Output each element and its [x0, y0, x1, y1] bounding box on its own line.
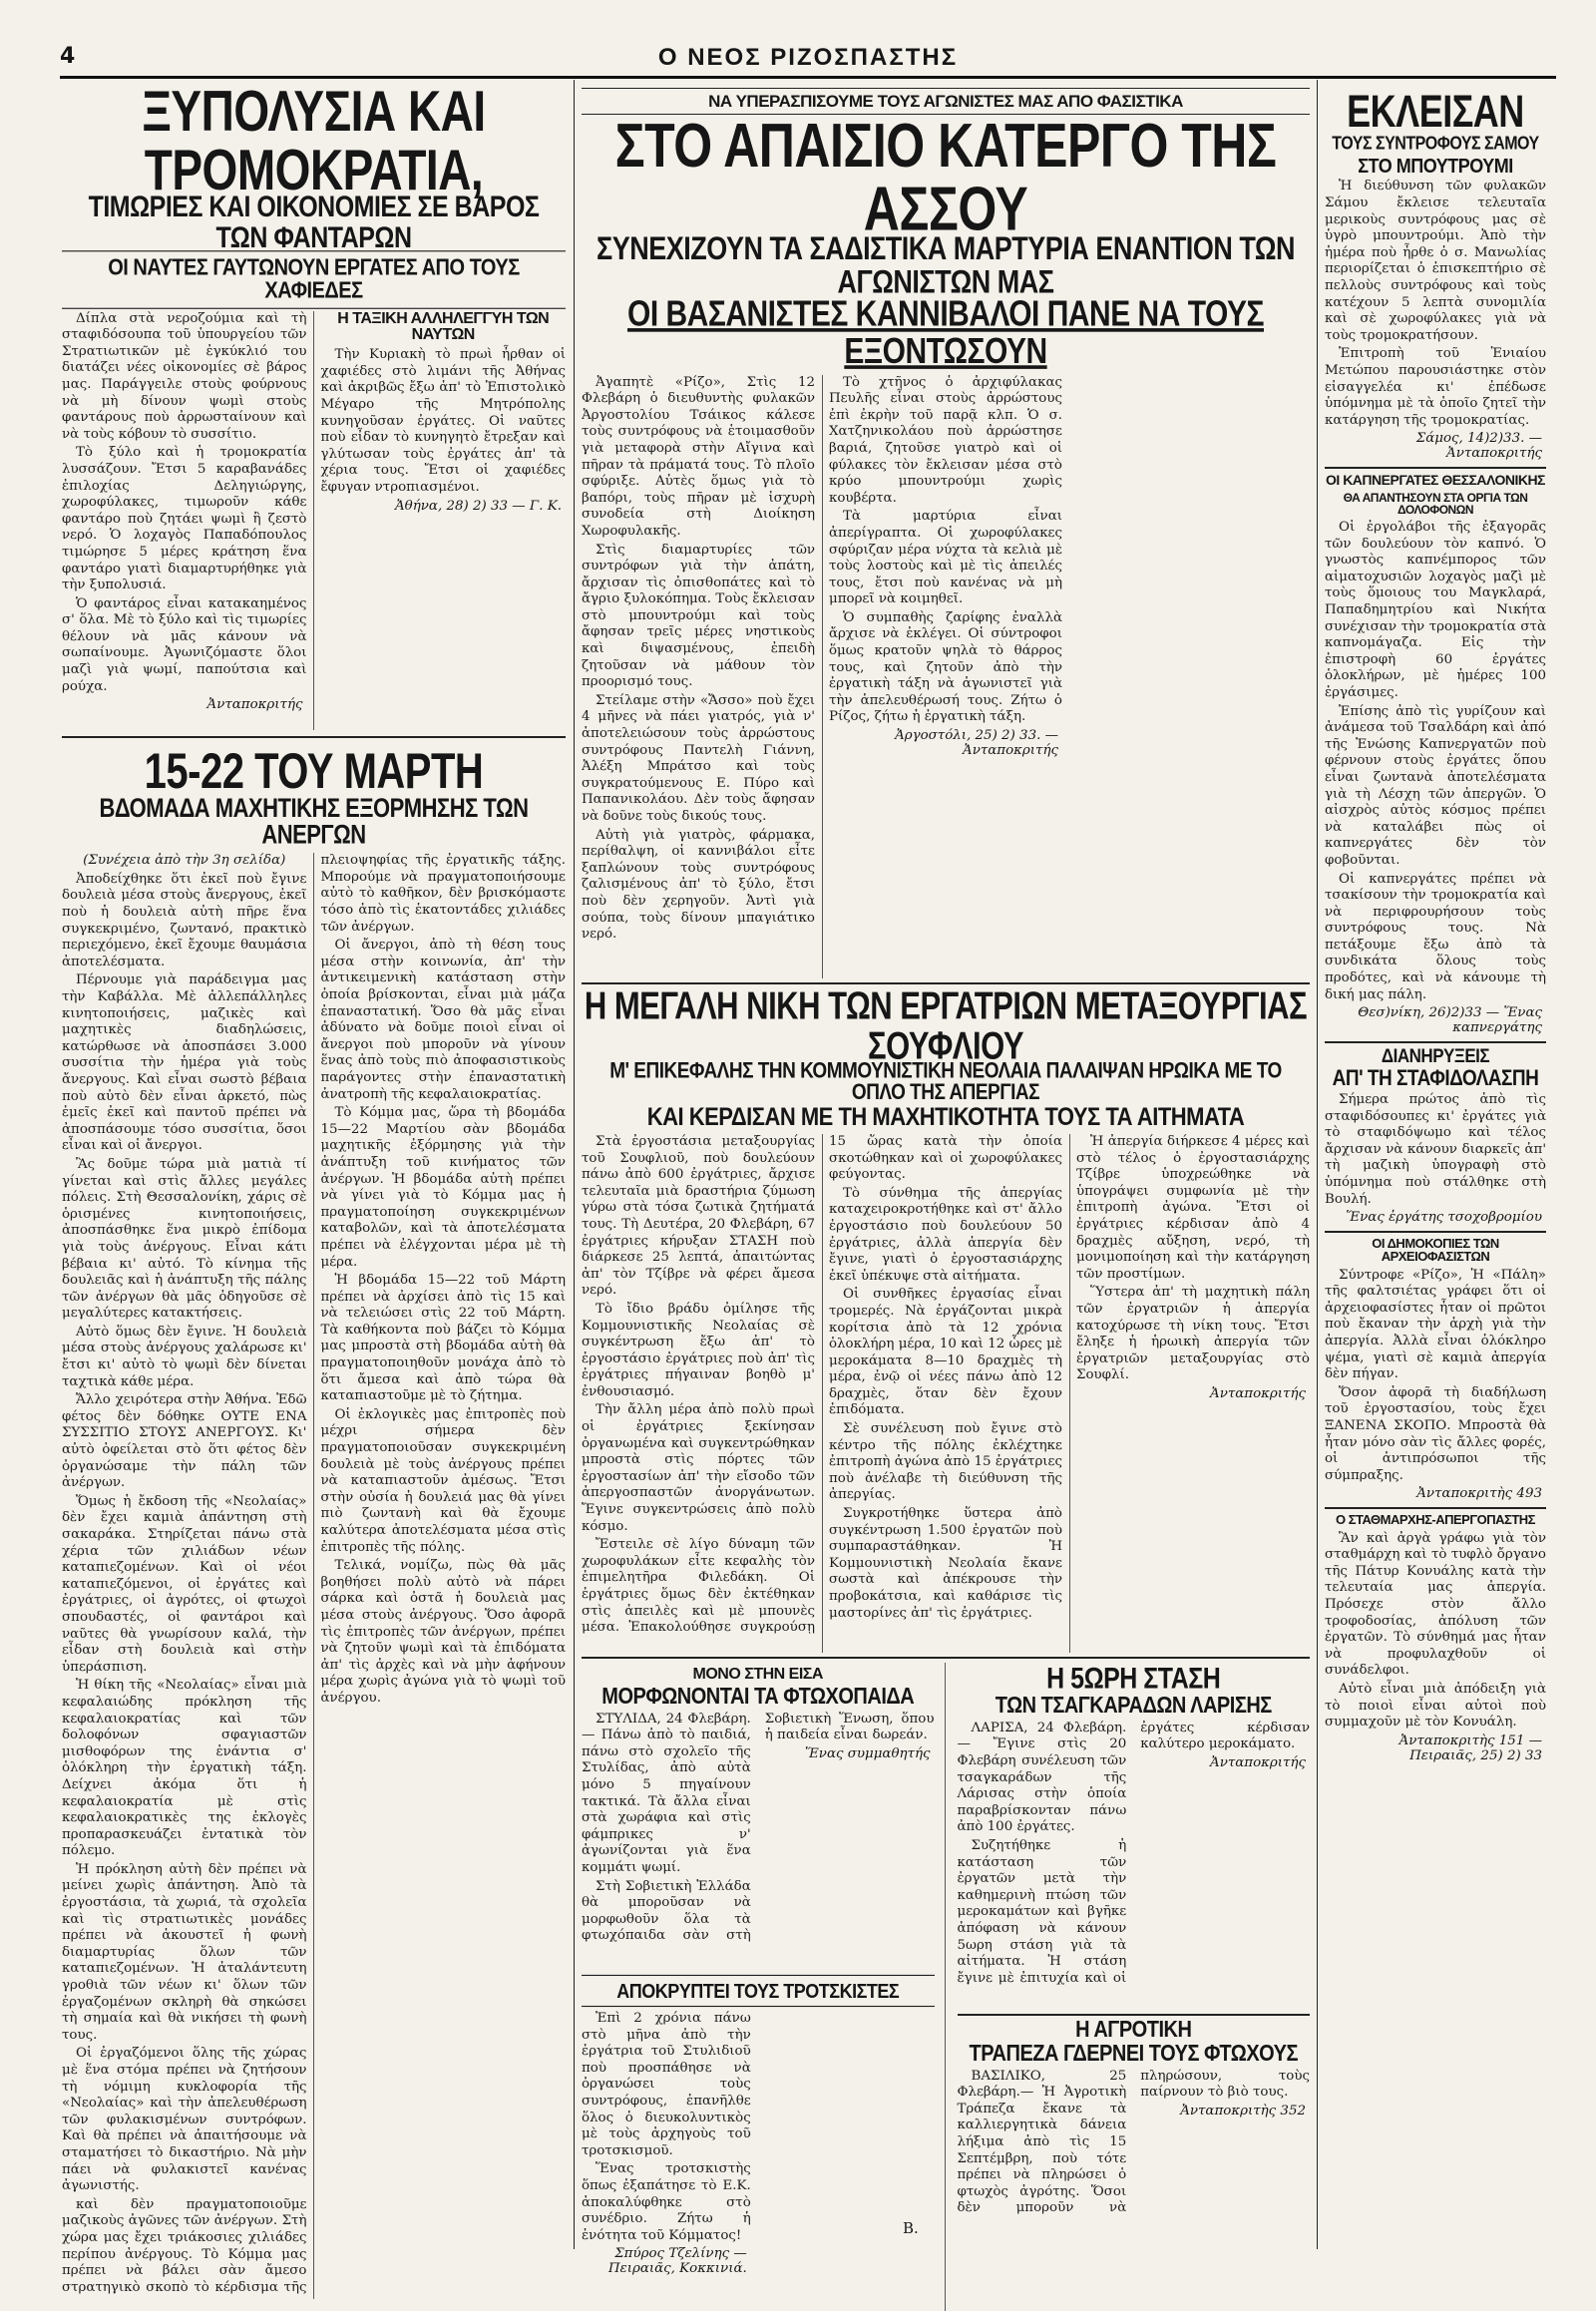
paragraph: Αὐτὸ εἶναι μιὰ ἀπόδειξη γιὰ τὸ ποιοὶ εἶναι αὐτοὶ ποὺ συμμαχοῦν μὲ τὸν Κονυάλη. — [1325, 1681, 1546, 1731]
paragraph: Ἡ διεύθυνση τῶν φυλακῶν Σάμου ἔκλεισε τελευταῖα μερικοὺς συντρόφους μας σὲ ὑγρὸ μπουντρούμι. Ἀπὸ τὴν ἡμέρα ποὺ ἦρθε ὁ σ. Μανωλίας περιορίζεται ὁ ἐπισκεπτήριο σὲ πελλοὺς συντρόφους καὶ τοὺς κατέχουν 5 λεπτὰ συνομιλία καὶ σὲ χωροφύλακες γιὰ νὰ τοὺς τρομοκρατήσουν. — [1325, 179, 1546, 343]
headline-trapeza: ΤΡΑΠΕΖΑ ΓΔΕΡΝΕΙ ΤΟΥΣ ΦΤΩΧΟΥΣ — [969, 2041, 1298, 2067]
headline-assos: ΣΤΟ ΑΠΑΙΣΙΟ ΚΑΤΕΡΓΟ ΤΗΣ ΑΣΣΟΥ — [614, 110, 1277, 244]
right-column — [1325, 82, 1546, 2246]
byline: Ἀνταποκριτὴς 151 — Πειραιᾶς, 25) 2) 33 — [1398, 1733, 1542, 1763]
article-xypolysia — [62, 311, 566, 730]
paragraph: ΣΤΥΛΙΔΑ, 24 Φλεβάρη.— Πάνω ἀπὸ τὸ παιδιά, πάνω στὸ σχολεῖο τῆς Στυλίδας, ἀπὸ αὐτὰ μόνο 5 πηγαίνουν τακτικά. Τὰ ἄλλα εἶναι στὰ χωράφια καὶ στὶς φάμπρικες ν' ἀγωνίζονται γιὰ ἕνα κομμάτι ψωμί. — [582, 1711, 751, 1876]
left-column — [62, 78, 566, 2295]
section-rule — [582, 1657, 1310, 1659]
section-rule — [1325, 467, 1546, 469]
paragraph: Ἂν καὶ ἀργὰ γράφω γιὰ τὸν σταθμάρχη καὶ τὸ τυφλὸ ὄργανο τῆς Πάτυρ Κονυάλης κατὰ τὴν τελευταία μας ἀπεργία. Πρόσεχε στὸν ἄλλο τροφοδοσίας, ἀπόλυση τῶν ἐργατῶν. Τὸ σύνθημά μας ἦταν νὰ προφυλαχθοῦν οἱ συνάδελφοι. — [1325, 1530, 1546, 1679]
headline-5ori-stasi: Η 5ΩΡΗ ΣΤΑΣΗ — [1046, 1662, 1221, 1696]
subhead-martyria: ΣΥΝΕΧΙΖΟΥΝ ΤΑ ΣΑΔΙΣΤΙΚΑ ΜΑΡΤΥΡΙΑ ΕΝΑΝΤΙΟΝ ΤΩΝ ΑΓΩΝΙΣΤΩΝ ΜΑΣ — [597, 230, 1295, 300]
headline-15-22-marti: 15-22 ΤΟΥ ΜΑΡΤΗ — [144, 743, 484, 799]
center-bottom — [582, 1663, 1310, 2311]
subhead-mono-stin-eisa: ΜΟΝΟ ΣΤΗΝ ΕΙΣΑ — [692, 1665, 823, 1683]
paragraph: Σὲ συνέλευση ποὺ ἔγινε στὸ κέντρο τῆς πόλης ἐκλέχτηκε ἐπιτροπὴ ἀγώνα ἀπὸ 15 ἐργάτριες ποὺ ἀνέλαβε τὴ διεύθυνση τῆς ἀπεργίας. — [829, 1421, 1062, 1503]
masthead — [60, 42, 1556, 82]
paragraph: Τὸ σύνθημα τῆς ἀπεργίας καταχειροκροτήθηκε καὶ στ' ἄλλο ἐργοστάσιο ποὺ δουλεύουν 50 ἐργάτριες, ἀλλὰ ἀπεργία δὲν ἔγινε, γιατὶ ὁ ἐργοστασιάρχης ἐκεῖ ὑπέκυψε στὰ αἰτήματα. — [829, 1185, 1062, 1284]
paragraph: Τελικά, νομίζω, πὼς θὰ μᾶς βοηθήσει πολὺ αὐτὸ νὰ πάρει σάρκα καὶ ὀστᾶ ἡ δουλειὰ μας μέσα στοὺς ἀνέργους. Ὅσο ἀφορᾶ τὶς ἐπιτροπὲς τῶν ἀνέργων, πρέπει νὰ ζητοῦν ψωμὶ καὶ τὰ ἐπιδόματα ἀπ' τὶς ἀρχὲς καὶ νὰ μὴν ἀφήνουν μέρα χωρὶς ἀγώνα γιὰ τὸ ψωμὶ τοῦ ἀνέργου. — [320, 1558, 566, 1706]
subhead-kerdisan: ΚΑΙ ΚΕΡΔΙΣΑΝ ΜΕ ΤΗ ΜΑΧΗΤΙΚΟΤΗΤΑ ΤΟΥΣ ΤΑ ΑΙΤΗΜΑΤΑ — [646, 1101, 1245, 1131]
article-trapeza — [958, 2069, 1311, 2238]
headline-stathmarchis: Ο ΣΤΑΘΜΑΡΧΗΣ-ΑΠΕΡΓΟΠΑΣΤΗΣ — [1336, 1512, 1535, 1528]
byline: Ἕνας συμμαθητής — [804, 1745, 931, 1761]
subhead-neolaia: Μ' ΕΠΙΚΕΦΑΛΗΣ ΤΗΝ ΚΟΜΜΟΥΝΙΣΤΙΚΗ ΝΕΟΛΑΙΑ ΠΑΛΑΙΨΑΝ ΗΡΩΙΚΑ ΜΕ ΤΟ ΟΠΛΟ ΤΗΣ ΑΠΕΡΓΙΑΣ — [609, 1058, 1282, 1106]
headline-dimokopies: ΟΙ ΔΗΜΟΚΟΠΙΕΣ ΤΩΝ ΑΡΧΕΙΟΦΑΣΙΣΤΩΝ — [1372, 1236, 1499, 1265]
paragraph: ΛΑΡΙΣΑ, 24 Φλεβάρη.— Ἔγινε στὶς 20 Φλεβάρη συνέλευση τῶν τσαγκαράδων τῆς Λάρισας στὴν ὁποία παραβρίσκονταν πάνω ἀπὸ 100 ἐργάτες. — [957, 1720, 1127, 1835]
paragraph: Συγκροτήθηκε ὕστερα ἀπὸ συγκέντρωση 1.500 ἐργατῶν ποὺ συμπαραστάθηκαν. Ἡ Κομμουνιστικὴ Νεολαία ἔκανε σωστὰ καὶ ἀπέκρουσε τὴν προβοκάτσια, καὶ καθάρισε τὶς μαστορίνες ἀπ' τὶς ἐργάτριες. — [829, 1506, 1062, 1621]
subhead-naftes: ΟΙ ΝΑΥΤΕΣ ΓΑΥΤΩΝΟΥΝ ΕΡΓΑΤΕΣ ΑΠΟ ΤΟΥΣ ΧΑΦΙΕΔΕΣ — [62, 250, 566, 308]
paragraph: Τὴν Κυριακὴ τὸ πρωὶ ἦρθαν οἱ χαφιέδες στὸ λιμάνι τῆς Ἀθήνας καὶ ἀκριβῶς ἔξω ἀπ' τὸ Ἐπιστολικὸ Μέγαρο τῆς Μητρόπολης κυνηγοῦσαν ἐργάτες. Οἱ ναῦτες ποὺ εἶδαν τὸ κυνηγητὸ ἔτρεξαν καὶ γλύτωσαν τοὺς ἐργάτες ἀπ' τὰ χέρια τους. Ἔτσι οἱ χαφιέδες ἔφυγαν ντροπιασμένοι. — [320, 347, 566, 495]
paragraph: Τὸ χτῆνος ὁ ἀρχιφύλακας Πευλῆς εἶναι στοὺς ἀρρώστους ἐπὶ ἐκρὴν τοῦ παρᾷ κλπ. Ὁ σ. Χατζηνικολάου ποὺ ἀρρώστησε βαριά, ζητοῦσε γιατρὸ καὶ οἱ φύλακες τὸν ἔκλεισαν μέσα στὸ κρύο μπουντρούμι χωρὶς κουβέρτα. — [829, 374, 1062, 506]
paragraph: Ἡ θίκη τῆς «Νεολαίας» εἶναι μιὰ κεφαλαιώδης πρόκληση τῆς κεφαλαιοκρατίας καὶ τῶν δολοφόνων σφαγιαστῶν μισθοφόρων της ἐνάντια σ' ὁλόκληρη τὴν ἐργατικὴ τάξη. Δείχνει ἀκόμα ὅτι ἡ κεφαλαιοκρατία μὲ στὶς κεφαλαιοκρατικὲς της ἐκλογὲς προπαρασκευάζει ἐντατικὰ τὸν πόλεμο. — [62, 1678, 307, 1859]
paragraph: Ἕνας τροτσκιστὴς ὅπως ἐξαπάτησε τὸ Ε.Κ. ἀποκαλύφθηκε στὸ συνέδριο. Ζήτω ἡ ἑνότητα τοῦ Κόμματος! — [582, 2161, 751, 2243]
byline: Ἀθήνα, 28) 2) 33 — Γ. Κ. — [395, 498, 562, 514]
paragraph: Στὴ Σοβιετικὴ Ἑλλάδα θὰ μποροῦσαν νὰ μορφωθοῦν ὅλα τὰ φτωχόπαιδα σὰν στὴ Σοβιετικὴ Ἕνωση, ὅπου ἡ παιδεία εἶναι δωρεάν. — [582, 1711, 935, 1944]
bottom-left-block — [582, 1663, 946, 2311]
section-rule — [1325, 1041, 1546, 1043]
paragraph: Ὁ φαντάρος εἶναι κατακαημένος σ' ὅλα. Μὲ τὸ ξύλο καὶ τὶς τιμωρίες θέλουν νὰ μᾶς κάνουν νὰ σωπαίνουμε. Ἀγωνιζόμαστε ὅλοι μαζὶ γιὰ ψωμί, παπούτσια καὶ ρούχα. — [62, 595, 307, 694]
paragraph: Ἀγαπητὲ «Ρίζο», Στὶς 12 Φλεβάρη ὁ διευθυντὴς φυλακῶν Ἀργοστολίου Τσάικος κάλεσε τοὺς συντρόφους νὰ ἑτοιμασθοῦν γιὰ μεταφορὰ στὴν Αἴγινα καὶ πῆραν τὰ πράματά τους. Τὸ πλοῖο σφύριξε. Αὐτὲς ὅμως γιὰ τὸ βαπόρι, τοὺς πῆραν μὲ ἰσχυρὴ συνοδεία στὴ Διοίκηση Χωροφυλακῆς. — [582, 374, 815, 539]
section-rule — [62, 736, 566, 738]
byline: Ἀνταποκριτής — [1210, 1755, 1306, 1771]
headline-soufli: Η ΜΕΓΑΛΗ ΝΙΚΗ ΤΩΝ ΕΡΓΑΤΡΙΩΝ ΜΕΤΑΞΟΥΡΓΙΑΣ ΣΟΥΦΛΙΟΥ — [584, 983, 1308, 1067]
byline: Σάμος, 14)2)33. — Ἀνταποκριτής — [1415, 431, 1542, 462]
paragraph: Ὁ συμπαθὴς ζαρίφης ἐναλλὰ ἄρχισε νὰ ἐκλέγει. Οἱ σύντροφοι ὅμως κρατοῦν ψηλὰ τὸ θάρρος τους, καὶ ζητοῦν ἀπὸ τὴν ἐργατικὴ τάξη νὰ ἀγωνιστεῖ γιὰ τὴν ἀπελευθέρωσή τους. Ζήτω ὁ Ρίζος, ζήτω ἡ ἐργατικὴ τάξη. — [829, 609, 1062, 725]
paragraph: Σύντροφε «Ρίζο», Ἡ «Πάλη» τῆς φαλτσιέτας γράφει ὅτι οἱ ἀρχειοφασίστες ἦταν οἱ πρῶτοι ποὺ ἔκαναν τὴν ἀρχὴ γιὰ τὴν ἀπεργία. Ἀλλὰ εἶναι ὁλόκληρο ψέμα, γιατὶ σὲ καμιὰ ἀπεργία δὲν πήγαν. — [1325, 1267, 1546, 1382]
section-rule — [958, 2014, 1311, 2016]
subhead-stafidolaspi: ΑΠ' ΤΗ ΣΤΑΦΙΔΟΛΑΣΠΗ — [1332, 1065, 1539, 1091]
paragraph: Ἂς δοῦμε τώρα μιὰ ματιὰ τί γίνεται καὶ στὶς ἄλλες μεγάλες πόλεις. Στὴ Θεσσαλονίκη, χάρις σὲ ὁρισμένες κινητοποιήσεις, ἀποσπάσθηκε ἕνα μικρὸ ἐπίδομα γιὰ τοὺς ἀνέργους. Εἶναι κάτι βέβαια κι' αὐτό. Τὸ κίνημα τῆς δουλειᾶς καὶ ἡ ἀνάπτυξη τῆς πάλης τῶν ἀνέργων θὰ μᾶς ὁδηγοῦσε σὲ μεγαλύτερες κατακτήσεις. — [62, 1156, 307, 1322]
headline-ekleisan: ΕΚΛΕΙΣΑΝ — [1347, 85, 1524, 137]
paragraph: Ὅσον ἀφορᾶ τὴ διαδήλωση τοῦ ἐργοστασίου, τοὺς ἔχει ΞΑΝΕΝΑ ΣΚΟΠΟ. Μπροστὰ θὰ ἦταν μόνο σὰν τὶς ἄλλες φορές, οἱ ἀντιπρόσωποι τῆς σύμπραξης. — [1325, 1384, 1546, 1483]
continuation-note: (Συνέχεια ἀπὸ τὴν 3η σελίδα) — [83, 853, 286, 869]
paragraph: Στὰ ἐργοστάσια μεταξουργίας τοῦ Σουφλιοῦ, ποὺ δουλεύουν πάνω ἀπὸ 600 ἐργάτριες, ἄρχισε τελευταῖα μιὰ δραστήρια ζύμωση γύρω στὰ τόσα ζωτικὰ ζητήματά τους. Τὴ Δευτέρα, 20 Φλεβάρη, 67 ἐργάτριες κήρυξαν ΣΤΑΣΗ ποὺ διάρκεσε 25 λεπτά, ἀπαιτώντας ἀπ' τὸν Τζίβρε νὰ φέρει ἄμεσα νερό. — [582, 1133, 815, 1299]
paragraph: καὶ δὲν πραγματοποιοῦμε μαζικοὺς ἀγῶνες τῶν ἀνέργων. Στὴ χώρα μας ἔχει τριάκοσιες χιλιάδες περίπου ἀνέργους. Τὸ Κόμμα μας πρέπει νὰ βάλει σὰν ἄμεσο στρατηγικὸ σκοπὸ τὸ κέρδισμα τῆς πλειοψηφίας τῆς ἐργατικῆς τάξης. Μπορούμε νὰ πραγματοποιήσουμε αὐτὸ τὸ καθῆκον, δὲν βρισκόμαστε τόσο ἀπὸ τὶς ἑκατοντάδες χιλιάδες τῶν ἀνέργων. — [62, 853, 566, 2295]
paragraph: Ὅμως ἡ ἔκδοση τῆς «Νεολαίας» δὲν ἔχει καμιὰ ἀπάντηση στὴ σακαράκα. Στηρίζεται πάνω στὰ χέρια τῶν χιλιάδων νέων καταπιεζομένων. Καὶ οἱ νέοι καταπιεζόμενοι, οἱ ἐργάτες καὶ ἐργάτριες, οἱ ἀγρότες, οἱ φτωχοὶ σπουδαστές, οἱ φαντάροι καὶ ναῦτες θὰ γνωρίσουν καλά, τὴν εἶδαν στὴ δουλειὰ καὶ στὴν ὑπεράσπιση. — [62, 1493, 307, 1675]
subhead-tsagkaradon: ΤΩΝ ΤΣΑΓΚΑΡΑΔΩΝ ΛΑΡΙΣΗΣ — [995, 1693, 1272, 1720]
byline: Ἀνταποκριτὴς 352 — [1180, 2103, 1306, 2118]
column-rule-right — [1317, 80, 1318, 2249]
byline: Ἀργοστόλι, 25) 2) 33. — Ἀνταποκριτής — [895, 728, 1058, 759]
headline-morfononte: ΜΟΡΦΩΝΟΝΤΑΙ ΤΑ ΦΤΩΧΟΠΑΙΔΑ — [601, 1684, 915, 1710]
column-rule-left — [574, 80, 575, 2249]
byline: Ἀνταποκριτής — [1210, 1385, 1306, 1401]
paragraph: Τὴν ἄλλη μέρα ἀπὸ πολὺ πρωὶ οἱ ἐργάτριες ξεκίνησαν ὀργανωμένα καὶ συγκεντρώθηκαν μπροστὰ στὶς πόρτες τῶν ἐργοστασίων ἀπ' τὴν εἴσοδο τῶν ἀπεργοσπαστῶν ἀνοργάνωτων. Ἔγινε συγκεντρώσεις ἀπὸ πολὺ κόσμο. — [582, 1402, 815, 1534]
paragraph: Σήμερα πρώτος ἀπὸ τὶς σταφιδόσουπες κι' ἐργάτες γιὰ τὸ σταφιδόψωμο καὶ τέλος ἄρχισαν νὰ κάνουν διαρκεῖς ἀπ' τὴ μαζικὴ ὑπογραφὴ στὸ ὑπόμνημα ποὺ στάλθηκε στὴ Βουλή. — [1325, 1091, 1546, 1207]
article-larisa — [958, 1721, 1311, 2010]
center-column — [582, 82, 1310, 2277]
headline-dianyrixeis: ΔΙΑΝΗΡΥΞΕΙΣ — [1381, 1044, 1490, 1067]
paragraph: Ἐπιτροπὴ τοῦ Ἐνιαίου Μετώπου παρουσιάστηκε στὸν εἰσαγγελέα κι' ἐπέδωσε ὑπόμνημα μὲ τὰ ὁποῖο ζητεῖ τὴν κατάργηση τῆς τρομοκρατίας. — [1325, 346, 1546, 428]
paragraph: Στείλαμε στὴν «Ἄσσο» ποὺ ἔχει 4 μῆνες νὰ πάει γιατρός, γιὰ ν' ἀποτελειώσουν τοὺς ἀρρώστους συντρόφους Παντελὴ Γιάννη, Ἀλέξη Μπράτσο καὶ τοὺς συγκρατούμενους Ε. Πύρο καὶ Παπανικολάου. Δὲν τοὺς ἄφησαν νὰ δοῦνε τοὺς δικούς τους. — [582, 692, 815, 825]
subhead-orgia: ΘΑ ΑΠΑΝΤΗΣΟΥΝ ΣΤΑ ΟΡΓΙΑ ΤΩΝ ΔΟΛΟΦΟΝΩΝ — [1343, 490, 1528, 517]
section-rule — [1325, 1231, 1546, 1233]
headline-trotskistes: ΑΠΟΚΡΥΠΤΕΙ ΤΟΥΣ ΤΡΟΤΣΚΙΣΤΕΣ — [582, 1975, 935, 2008]
byline: Ἀνταποκριτὴς 493 — [1416, 1486, 1542, 1502]
subhead-taxiki: Η ΤΑΞΙΚΗ ΑΛΛΗΛΕΓΓΥΗ ΤΩΝ ΝΑΥΤΩΝ — [337, 309, 550, 343]
bottom-right-block — [958, 1663, 1311, 2311]
paragraph: Ἐπὶ 2 χρόνια πάνω στὸ μῆνα ἀπὸ τὴν ἐργάτρια τοῦ Στυλιδιοῦ ποὺ προσπάθησε νὰ ὀργανώσει τοὺς συντρόφους, ἐπανῆλθε ὅλος ὁ διευκολυντικὸς μὲ τοὺς ἀρχηγοὺς τοῦ τροτσκισμοῦ. — [582, 2011, 751, 2158]
paragraph: Ὕστερα ἀπ' τὴ μαχητικὴ πάλη τῶν ἐργατριῶν ἡ ἀπεργία κατοχύρωσε τὴ νίκη τους. Ἔτσι ἔληξε ἡ ἡρωικὴ ἀπεργία τῶν ἐργατριῶν μεταξουργίας στὸ Σουφλί. — [1076, 1285, 1310, 1383]
paragraph: Ἡ πρόκληση αὐτὴ δὲν πρέπει νὰ μείνει χωρὶς ἀπάντηση. Ἀπὸ τὰ ἐργοστάσια, τὰ χωριά, τὰ σχολεῖα καὶ τὶς στρατιωτικὲς μονάδες πρέπει νὰ ἀκουστεῖ ἡ φωνὴ διαμαρτυρίας ὅλων τῶν καταπιεζομένων. Ἡ ἀταλάντευτη γροθιὰ τῶν νέων κι' ὅλων τῶν ἐργαζομένων σκληρὴ θὰ σηκώσει τὴ σημαία καὶ θὰ νικήσει τὴ φωνὴ τους. — [62, 1861, 307, 2043]
paragraph: Αὐτὸ ὅμως δὲν ἔγινε. Ἡ δουλειὰ μέσα στοὺς ἀνέργους χαλάρωσε κι' ἔτσι κι' αὐτὸ τὸ ψωμὶ δὲν δίνεται ταχτικὰ κάθε μέρα. — [62, 1324, 307, 1389]
paragraph: Οἱ καπνεργάτες πρέπει νὰ τσακίσουν τὴν τρομοκρατία καὶ νὰ περιφρουρήσουν τοὺς συντρόφους τους. Νὰ πετάξουμε ἔξω ἀπὸ τὰ συνδικάτα ὅλους τοὺς προδότες, καὶ νὰ κάνουμε τὴ δική μας πάλη. — [1325, 871, 1546, 1002]
subhead-syntrofous-samou: ΤΟΥΣ ΣΥΝΤΡΟΦΟΥΣ ΣΑΜΟΥ — [1332, 134, 1539, 154]
article-vdomada — [62, 853, 566, 2299]
subhead-timories: ΤΙΜΩΡΙΕΣ ΚΑΙ ΟΙΚΟΝΟΜΙΕΣ ΣΕ ΒΑΡΟΣ ΤΩΝ ΦΑΝΤΑΡΩΝ — [88, 190, 540, 254]
paragraph: Οἱ ἄνεργοι, ἀπὸ τὴ θέση τους μέσα στὴν κοινωνία, ἀπ' τὴν ἀντικειμενικὴ κατάσταση στὴν ὁποία βρίσκονται, εἶναι μιὰ μάζα ἐπαναστατική. Ὅσο θὰ μᾶς εἶναι ἀδύνατο νὰ δοῦμε ποιοὶ εἶναι οἱ ἄνεργοι ποὺ μποροῦν νὰ γίνουν ἕνας ἀπὸ τοὺς πιὸ ἀποφασιστικοὺς παράγοντες στὴν ἐπαναστατικὴ ἀνατροπὴ τῆς κεφαλαιοκρατίας. — [320, 938, 566, 1102]
paragraph: Δίπλα στὰ νεροζούμια καὶ τὴ σταφιδόσουπα τοῦ ὑπουργείου τῶν Στρατιωτικῶν μὲ ἐγκύκλιό του διατάζει νέες οἰκονομίες σὲ βάρος μας. Παράγγειλε στοὺς φούρνους νὰ μὴ δίνουν ψωμὶ στοὺς φαντάρους ποὺ ἀρρωσταίνουν καὶ νὰ τοὺς κόβουν τὸ συσσίτιο. — [62, 310, 307, 442]
subhead-vasanistes: ΟΙ ΒΑΣΑΝΙΣΤΕΣ ΚΑΝΝΙΒΑΛΟΙ ΠΑΝΕ ΝΑ ΤΟΥΣ ΕΞΟΝΤΩΣΟΥΝ — [626, 294, 1264, 372]
byline: Ἀνταποκριτής — [206, 697, 303, 713]
paragraph: Οἱ ἐκλογικὲς μας ἐπιτροπὲς ποὺ μέχρι σήμερα δὲν πραγματοποιοῦσαν συγκεκριμένη δουλειὰ μὲ τοὺς ἀνέργους πρέπει νὰ καταπιαστοῦν ἀμέσως. Ἔτσι στὴν οὐσία ἡ δουλειά μας θὰ γίνει πιὸ ζωντανὴ καὶ θὰ ἔχουμε καλύτερα ἀποτελέσματα μέσα στὶς ἐπιτροπὲς τῆς πόλης. — [320, 1406, 566, 1555]
byline: Ἕνας ἐργάτης τσοχοβρομίου — [1346, 1210, 1542, 1226]
paragraph: Στὶς διαμαρτυρίες τῶν συντρόφων γιὰ τὴν ἀπάτη, ἄρχισαν τὶς ὀπισθοπάτες καὶ τὸ ἄγριο ξυλοκόπημα. Τοὺς ἔκλεισαν στὸ μπουντρούμι καὶ τοὺς ἄφησαν τρεῖς μέρες νηστικοὺς καὶ διψασμένους, ἐπειδὴ ζητοῦσαν νὰ μάθουν τὸν προορισμό τους. — [582, 542, 815, 690]
footer-mark: Β. — [903, 2219, 919, 2237]
paragraph: Οἱ συνθῆκες ἐργασίας εἶναι τρομερές. Νὰ ἐργάζονται μικρὰ κορίτσια ἀπὸ τὰ 12 χρόνια ὁλοκλήρη μέρα, 10 καὶ 12 ὧρες μὲ μεροκάματα 8—10 δραχμὲς τὴ μέρα, ἐνῷ οἱ νέες πάνω ἀπὸ 12 δραχμὲς, ὅταν δὲν ἔχουν ἐπιδόματα. — [829, 1287, 1062, 1418]
paragraph: Οἱ ἐργολάβοι τῆς ἐξαγορᾶς τῶν δουλεύουν τὸν καπνό. Ὁ γνωστὸς καπνέμπορος τῶν αἱματοχυσιῶν λοχαγὸς μαζὶ μὲ τοὺς ὅμοιους του Μαγκλαρά, Παπαδημητρίου καὶ Νικήτα συνέχισαν τὴν τρομοκρατία στὰ καπνομάγαζα. Εἰς τὴν ἐπιστροφὴ 60 ἐργάτες ὁλοκλήρων, μὲ ἡμέρες 100 ἐργάσιμες. — [1325, 520, 1546, 700]
paragraph: Πέρνουμε γιὰ παράδειγμα μας τὴν Καβάλλα. Μὲ ἀλλεπάλληλες κινητοποιήσεις, μαζικὲς καὶ μαχητικὲς διαδηλώσεις, κατώρθωσε νὰ ἀποσπάσει 3.000 συσσίτια τὴν ἡμέρα γιὰ τοὺς ἄνεργους. Καὶ εἶναι σωστὸ βέβαια ποὺ αὐτὸ δὲν εἶναι ἀρκετό, πὼς ἐμεῖς ἐκεῖ καὶ παντοῦ πρέπει νὰ ἀποσπάσουμε τόσο συσσίτια, ὅσοι εἶναι καὶ οἱ ἄνεργοι. — [62, 972, 307, 1154]
paragraph: Ἐπίσης ἀπὸ τὶς γυρίζουν καὶ ἀνάμεσα τοῦ Τσαλδάρη καὶ ἀπό τῆς Ἑνώσης Καπνεργατῶν ποὺ φέρνουν στοὺς ἐργάτες ὅπου εἶναι ζωντανὰ ἀποτελέσματα γιὰ τὴ Λέσχη τῶν ἀπεργῶν. Ὁ αἰσχρὸς αὐτὸς κόσμος πρέπει νὰ καταλάβει πὼς οἱ καπνεργάτες δὲν τὸν φοβοῦνται. — [1325, 703, 1546, 868]
newspaper-title: Ο ΝΕΟΣ ΡΙΖΟΣΠΑΣΤΗΣ — [657, 44, 959, 71]
article-trotskistes — [582, 2011, 935, 2310]
paragraph: Ἡ βδομάδα 15—22 τοῦ Μάρτη πρέπει νὰ ἀρχίσει ἀπὸ τὶς 15 καὶ νὰ τελειώσει στὶς 22 τοῦ Μάρτη. Τὰ καθήκοντα ποὺ βάζει τὸ Κόμμα μας μπροστὰ στὴ βδομάδα αὐτὴ θὰ πραγματοποιηθοῦν μονάχα ἀπὸ τὸ ὅτι ἄμεσα καὶ ἀπὸ τώρα θὰ καταπιαστοῦμε μὲ τὸ ζήτημα. — [320, 1273, 566, 1404]
paragraph: Τὸ Κόμμα μας, ὥρα τὴ βδομάδα 15—22 Μαρτίου σὰν βδομάδα μαχητικῆς ἐξόρμησης γιὰ τὴν ἀνάπτυξη τοῦ κινήματος τῶν ἀνέργων. Ἡ βδομάδα αὐτὴ πρέπει νὰ γίνει γιὰ τὸ Κόμμα μας ἡ πραγματοποίηση συγκεκριμένων καταβολῶν, καὶ τὰ ἀποτελέσματα πρέπει νὰ ἐλέγχονται μέρα μὲ τὴ μέρα. — [320, 1105, 566, 1270]
paragraph: Ἄλλο χειρότερα στὴν Ἀθήνα. Ἐδῶ φέτος δὲν δόθηκε ΟΥΤΕ ΕΝΑ ΣΥΣΣΙΤΙΟ ΣΤΟΥΣ ΑΝΕΡΓΟΥΣ. Κι' αὐτὸ ὀφείλεται στὸ ὅτι φέτος δὲν ὀργανώσαμε τὴν πάλη τῶν ἀνέργων. — [62, 1392, 307, 1491]
subhead-mpoutroumi: ΣΤΟ ΜΠΟΥΤΡΟΥΜΙ — [1358, 154, 1513, 178]
article-fyllada — [582, 1712, 935, 1971]
paragraph: Οἱ ἐργαζόμενοι ὅλης τῆς χώρας μὲ ἕνα στόμα πρέπει νὰ ζητήσουν τὴ νόμιμη κυκλοφορία τῆς «Νεολαίας» καὶ τὴν ἀπελευθέρωση τῶν φυλακισμένων συντρόφων. Καὶ θὰ πρέπει νὰ ἀπαιτήσουμε νὰ σταματήσει τὸ δικαστήριο. Νὰ μὴν πάει νὰ φυλακιστεῖ κανένας ἀγωνιστής. — [62, 2046, 307, 2194]
paragraph: Συζητήθηκε ἡ κατάσταση τῶν ἐργατῶν μετὰ τὴν καθημερινὴ πτώση τῶν μεροκαμάτων καὶ βγῆκε ἀπόφαση νὰ κάνουν 5ωρη στάση γιὰ τὰ αἰτήματα. Ἡ στάση ἔγινε μὲ ἐπιτυχία καὶ οἱ ἐργάτες κέρδισαν καλύτερο μεροκάματο. — [957, 1720, 1310, 1986]
paragraph: Τὸ ἴδιο βράδυ ὀμίλησε τῆς Κομμουνιστικῆς Νεολαίας σὲ συγκέντρωση ἔξω ἀπ' τὸ ἐργοστάσιο ἐργάτριες ποὺ ἀπ' τὶς ἐργάτριες πήγαιναν βοηθὸ μ' ἐνθουσιασμό. — [582, 1301, 815, 1399]
headline-xypolysia: ΞΥΠΟΛΥΣΙΑ ΚΑΙ ΤΡΟΜΟΚΡΑΤΙΑ, — [142, 78, 486, 202]
page-number: 4 — [60, 44, 76, 69]
paragraph: ΒΑΣΙΛΙΚΟ, 25 Φλεβάρη.— Ἡ Ἀγροτικὴ Τράπεζα ἔκανε τὰ καλλιεργητικὰ δάνεια λήξιμα ἀπὸ τὶς 15 Σεπτέμβρη, ποὺ τότε πρέπει νὰ πληρώσει ὁ φτωχὸς ἀγρότης. Ὅσοι δὲν μποροῦν νὰ πληρώσουν, τοὺς παίρνουν τὸ βιὸ τους. — [957, 2068, 1310, 2216]
byline: Θεσ)νίκη, 26)2)33 — Ἕνας καπνεργάτης — [1358, 1005, 1542, 1036]
article-soufli — [582, 1134, 1310, 1653]
headline-kapnergates: ΟΙ ΚΑΠΝΕΡΓΑΤΕΣ ΘΕΣΣΑΛΟΝΙΚΗΣ — [1326, 472, 1545, 489]
paragraph: Ἀποδείχθηκε ὅτι ἐκεῖ ποὺ ἔγινε δουλειὰ μέσα στοὺς ἄνεργους, ἐκεῖ ποὺ ἡ δουλειὰ αὐτὴ πῆρε ἕνα συγκεκριμένο, ζωντανό, πρακτικὸ περιεχόμενο, ἐκεῖ ἔχουμε θαυμάσια ἀποτελέσματα. — [62, 871, 307, 969]
subhead-vdomada: ΒΔΟΜΑΔΑ ΜΑΧΗΤΙΚΗΣ ΕΞΟΡΜΗΣΗΣ ΤΩΝ ΑΝΕΡΓΩΝ — [99, 793, 529, 851]
paragraph: Ἡ ἀπεργία διήρκεσε 4 μέρες καὶ στὸ τέλος ὁ ἐργοστασιάρχης Τζίβρε ὑποχρεώθηκε νὰ ὑπογράψει συμφωνία μὲ τὴν ἐπιτροπὴ ἀγώνα. Ἔτσι οἱ ἐργάτριες κέρδισαν ἀπὸ 4 δραχμὲς αὔξηση, νερό, τὴ μονιμοποίηση καὶ τὴν κατάργηση τῶν προστίμων. — [1076, 1133, 1310, 1282]
kicker-yperaspisi: ΝΑ ΥΠΕΡΑΣΠΙΣΟΥΜΕ ΤΟΥΣ ΑΓΩΝΙΣΤΕΣ ΜΑΣ ΑΠΟ ΦΑΣΙΣΤΙΚΑ — [582, 88, 1310, 115]
paragraph: Ἔστειλε σὲ λίγο δύναμη τῶν χωροφυλάκων εἶτε κεφαλὴς τὸν ἐπιμελητῆρα Φιλεδάκη. Οἱ ἐργάτριες ὅμως δὲν ἐκτέθηκαν στὶς ἀπειλὲς καὶ μὲ μπουνὲς μέσα. Ἐπακολούθησε συγκρούσῃ 15 ὥρας κατὰ τὴν ὁποία σκοτώθηκαν καὶ οἱ χωροφύλακες φεύγοντας. — [582, 1133, 1062, 1636]
byline: Σπύρος Τζελίνης — Πειραιᾶς, Κοκκινιά. — [607, 2246, 747, 2277]
paragraph: Τὰ μαρτύρια εἶναι ἀπερίγραπτα. Οἱ χωροφύλακες σφύριζαν μέρα νύχτα τὰ κελιὰ μὲ τοὺς λοστοὺς καὶ μὲ τὶς ἀπειλές τους, ἔτσι ποὺ κανένας νὰ μὴ μπορεῖ νὰ κοιμηθεῖ. — [829, 509, 1062, 607]
paragraph: Αὐτὴ γιὰ γιατρὸς, φάρμακα, περίθαλψη, οἱ καννιβάλοι εἶτε ξαπλώνουν τοὺς συντρόφους ζαλισμένους ἀπ' τὸ ξύλο, ἔτσι ποὺ δὲν χερηγοῦν. Ἀντὶ γιὰ σούπα, τοὺς δίνουν μπαγιάτικο νερό. — [582, 827, 815, 943]
subhead-agrotiki: Η ΑΓΡΟΤΙΚΗ — [1075, 2017, 1192, 2043]
article-assos — [582, 375, 1310, 978]
section-rule — [1325, 1507, 1546, 1509]
paragraph: Τὸ ξύλο καὶ ἡ τρομοκρατία λυσσάζουν. Ἔτσι 5 καραβανάδες ἐπιλοχίας Δεληγιώργης, χωροφύλακες, τιμωροῦν κάθε φαντάρο ποὺ ζητάει ψωμὶ ἢ ζεστὸ νερό. Ὁ λοχαγὸς Παπαδόπουλος τιμώρησε 5 μέρες κράτηση ἕνα φαντάρο γιατὶ διαμαρτυρήθηκε γιὰ τὴν ξυπολυσιά. — [62, 445, 307, 593]
